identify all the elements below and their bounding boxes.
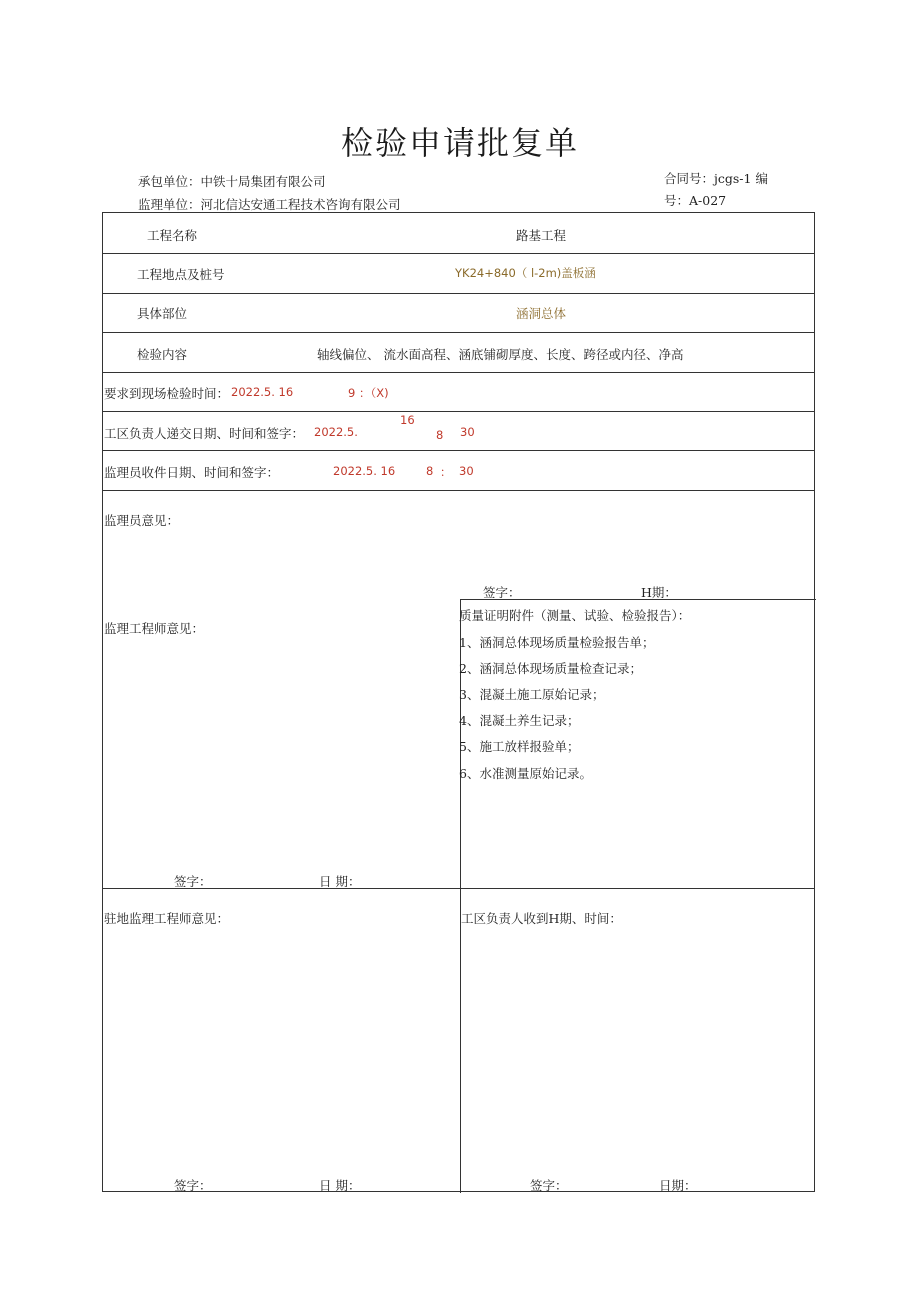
row-divider bbox=[103, 411, 814, 412]
page-title: 检验申请批复单 bbox=[340, 124, 579, 162]
row-divider bbox=[103, 490, 814, 491]
receive-label: 监理员收件日期、时间和签字： bbox=[104, 465, 280, 480]
submit-hour: 8 bbox=[436, 428, 444, 442]
receive-colon: ： bbox=[440, 465, 452, 479]
engineer-date-label: 日 期： bbox=[319, 874, 361, 889]
project-name-label: 工程名称 bbox=[147, 228, 198, 243]
attachment-item: 4、混凝土养生记录； bbox=[459, 713, 580, 728]
part-value: 涵洞总体 bbox=[516, 306, 567, 321]
submit-day: 16 bbox=[400, 413, 415, 427]
site-manager-receipt-label: 工区负责人收到H期、时间： bbox=[461, 911, 622, 926]
resident-date-label: 日 期： bbox=[319, 1178, 361, 1193]
row-divider bbox=[103, 253, 814, 254]
contractor-unit: 承包单位：中铁十局集团有限公司 bbox=[138, 174, 326, 189]
attachment-item: 1、涵洞总体现场质量检验报告单； bbox=[459, 635, 655, 650]
submit-date: 2022.5. bbox=[314, 425, 358, 439]
attachment-item: 3、混凝土施工原始记录； bbox=[459, 687, 605, 702]
attachment-item: 5、施工放样报验单； bbox=[459, 739, 580, 754]
engineer-opinion-label: 监理工程师意见： bbox=[104, 621, 205, 636]
engineer-sign-label: 签字： bbox=[174, 874, 212, 889]
approval-form-table bbox=[102, 212, 815, 1192]
inspector-opinion-label: 监理员意见： bbox=[104, 513, 180, 528]
request-time-clock: 9 ：（X) bbox=[348, 386, 389, 400]
receive-date: 2022.5. 16 bbox=[333, 464, 396, 478]
site-manager-date-label: 日期： bbox=[659, 1178, 697, 1193]
supervisor-unit: 监理单位：河北信达安通工程技术咨询有限公司 bbox=[138, 197, 401, 212]
inspector-date-label: H期： bbox=[641, 585, 677, 600]
contract-number-line1: 合同号：jcgs-1 编 bbox=[664, 171, 768, 186]
resident-opinion-label: 驻地监理工程师意见： bbox=[104, 911, 230, 926]
resident-sign-label: 签字： bbox=[174, 1178, 212, 1193]
receive-hour: 8 bbox=[426, 464, 434, 478]
request-time-date: 2022.5. 16 bbox=[231, 385, 294, 399]
row-divider bbox=[103, 332, 814, 333]
part-label: 具体部位 bbox=[137, 306, 188, 321]
submit-label: 工区负责人递交日期、时间和签字： bbox=[104, 426, 305, 441]
contract-number-line2: 号：A-027 bbox=[664, 193, 727, 208]
attachment-item: 2、涵洞总体现场质量检查记录； bbox=[459, 661, 642, 676]
site-manager-sign-label: 签字： bbox=[530, 1178, 568, 1193]
location-label: 工程地点及桩号 bbox=[137, 267, 225, 282]
content-label: 检验内容 bbox=[137, 347, 188, 362]
submit-minute: 30 bbox=[460, 425, 475, 439]
attachment-item: 6、水准测量原始记录。 bbox=[459, 766, 592, 781]
project-name-value: 路基工程 bbox=[516, 228, 567, 243]
row-divider bbox=[103, 372, 814, 373]
location-value: YK24+840（ l-2m)盖板涵 bbox=[455, 266, 596, 280]
receive-minute: 30 bbox=[459, 464, 474, 478]
row-divider bbox=[103, 450, 814, 451]
request-time-label: 要求到现场检验时间： bbox=[104, 386, 230, 401]
attachments-heading: 质量证明附件（测量、试验、检验报告）： bbox=[459, 608, 691, 623]
inspector-sign-label: 签字： bbox=[483, 585, 521, 600]
content-value: 轴线偏位、 流水面高程、涵底铺砌厚度、长度、跨径或内径、净高 bbox=[317, 347, 684, 362]
row-divider bbox=[103, 293, 814, 294]
